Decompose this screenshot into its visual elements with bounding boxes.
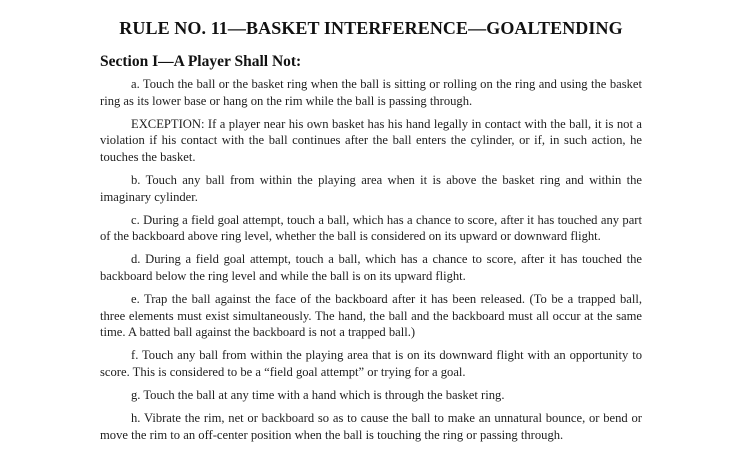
- paragraph-g: g. Touch the ball at any time with a hand which is through the basket ring.: [131, 388, 505, 402]
- rule-title: RULE NO. 11—BASKET INTERFERENCE—GOALTENDING: [119, 18, 623, 38]
- paragraph-b: b. Touch any ball from within the playing area when it is above the basket ring and within the imaginary cylinder.: [100, 172, 642, 204]
- section-heading: Section I—A Player Shall Not:: [100, 53, 302, 70]
- document-page: [100, 0, 642, 443]
- paragraph-exception: EXCEPTION: If a player near his own basket has his hand legally in contact with the ball, it is not a violation if his contact with the ball continues after the ball enters the cylinder, or if, in such action, he touches the basket.: [100, 116, 642, 164]
- paragraph-e: e. Trap the ball against the face of the backboard after it has been released. (To be a trapped ball, three elements must exist simultaneously. The hand, the ball and the backboard must all occur at the same time. A batted ball against the backboard is not a trapped ball.): [100, 292, 642, 340]
- paragraph-d: d. During a field goal attempt, touch a ball, which has a chance to score, after it has touched the backboard below the ring level and while the ball is on its upward flight.: [100, 252, 642, 283]
- paragraph-a: a. Touch the ball or the basket ring when the ball is sitting or rolling on the ring and using the basket ring as its lower base or hang on the rim while the ball is passing through.: [100, 77, 642, 108]
- paragraph-c: c. During a field goal attempt, touch a ball, which has a chance to score, after it has touched any part of the backboard above ring level, whether the ball is considered on its upward or downward flight.: [100, 212, 642, 244]
- paragraph-f: f. Touch any ball from within the playing area that is on its downward flight with an opportunity to score. This is considered to be a “field goal attempt” or trying for a goal.: [100, 348, 642, 379]
- paragraph-h: h. Vibrate the rim, net or backboard so as to cause the ball to make an unnatural bounce, or bend or move the rim to an off-center position when the ball is touching the ring or passing through.: [100, 411, 642, 442]
